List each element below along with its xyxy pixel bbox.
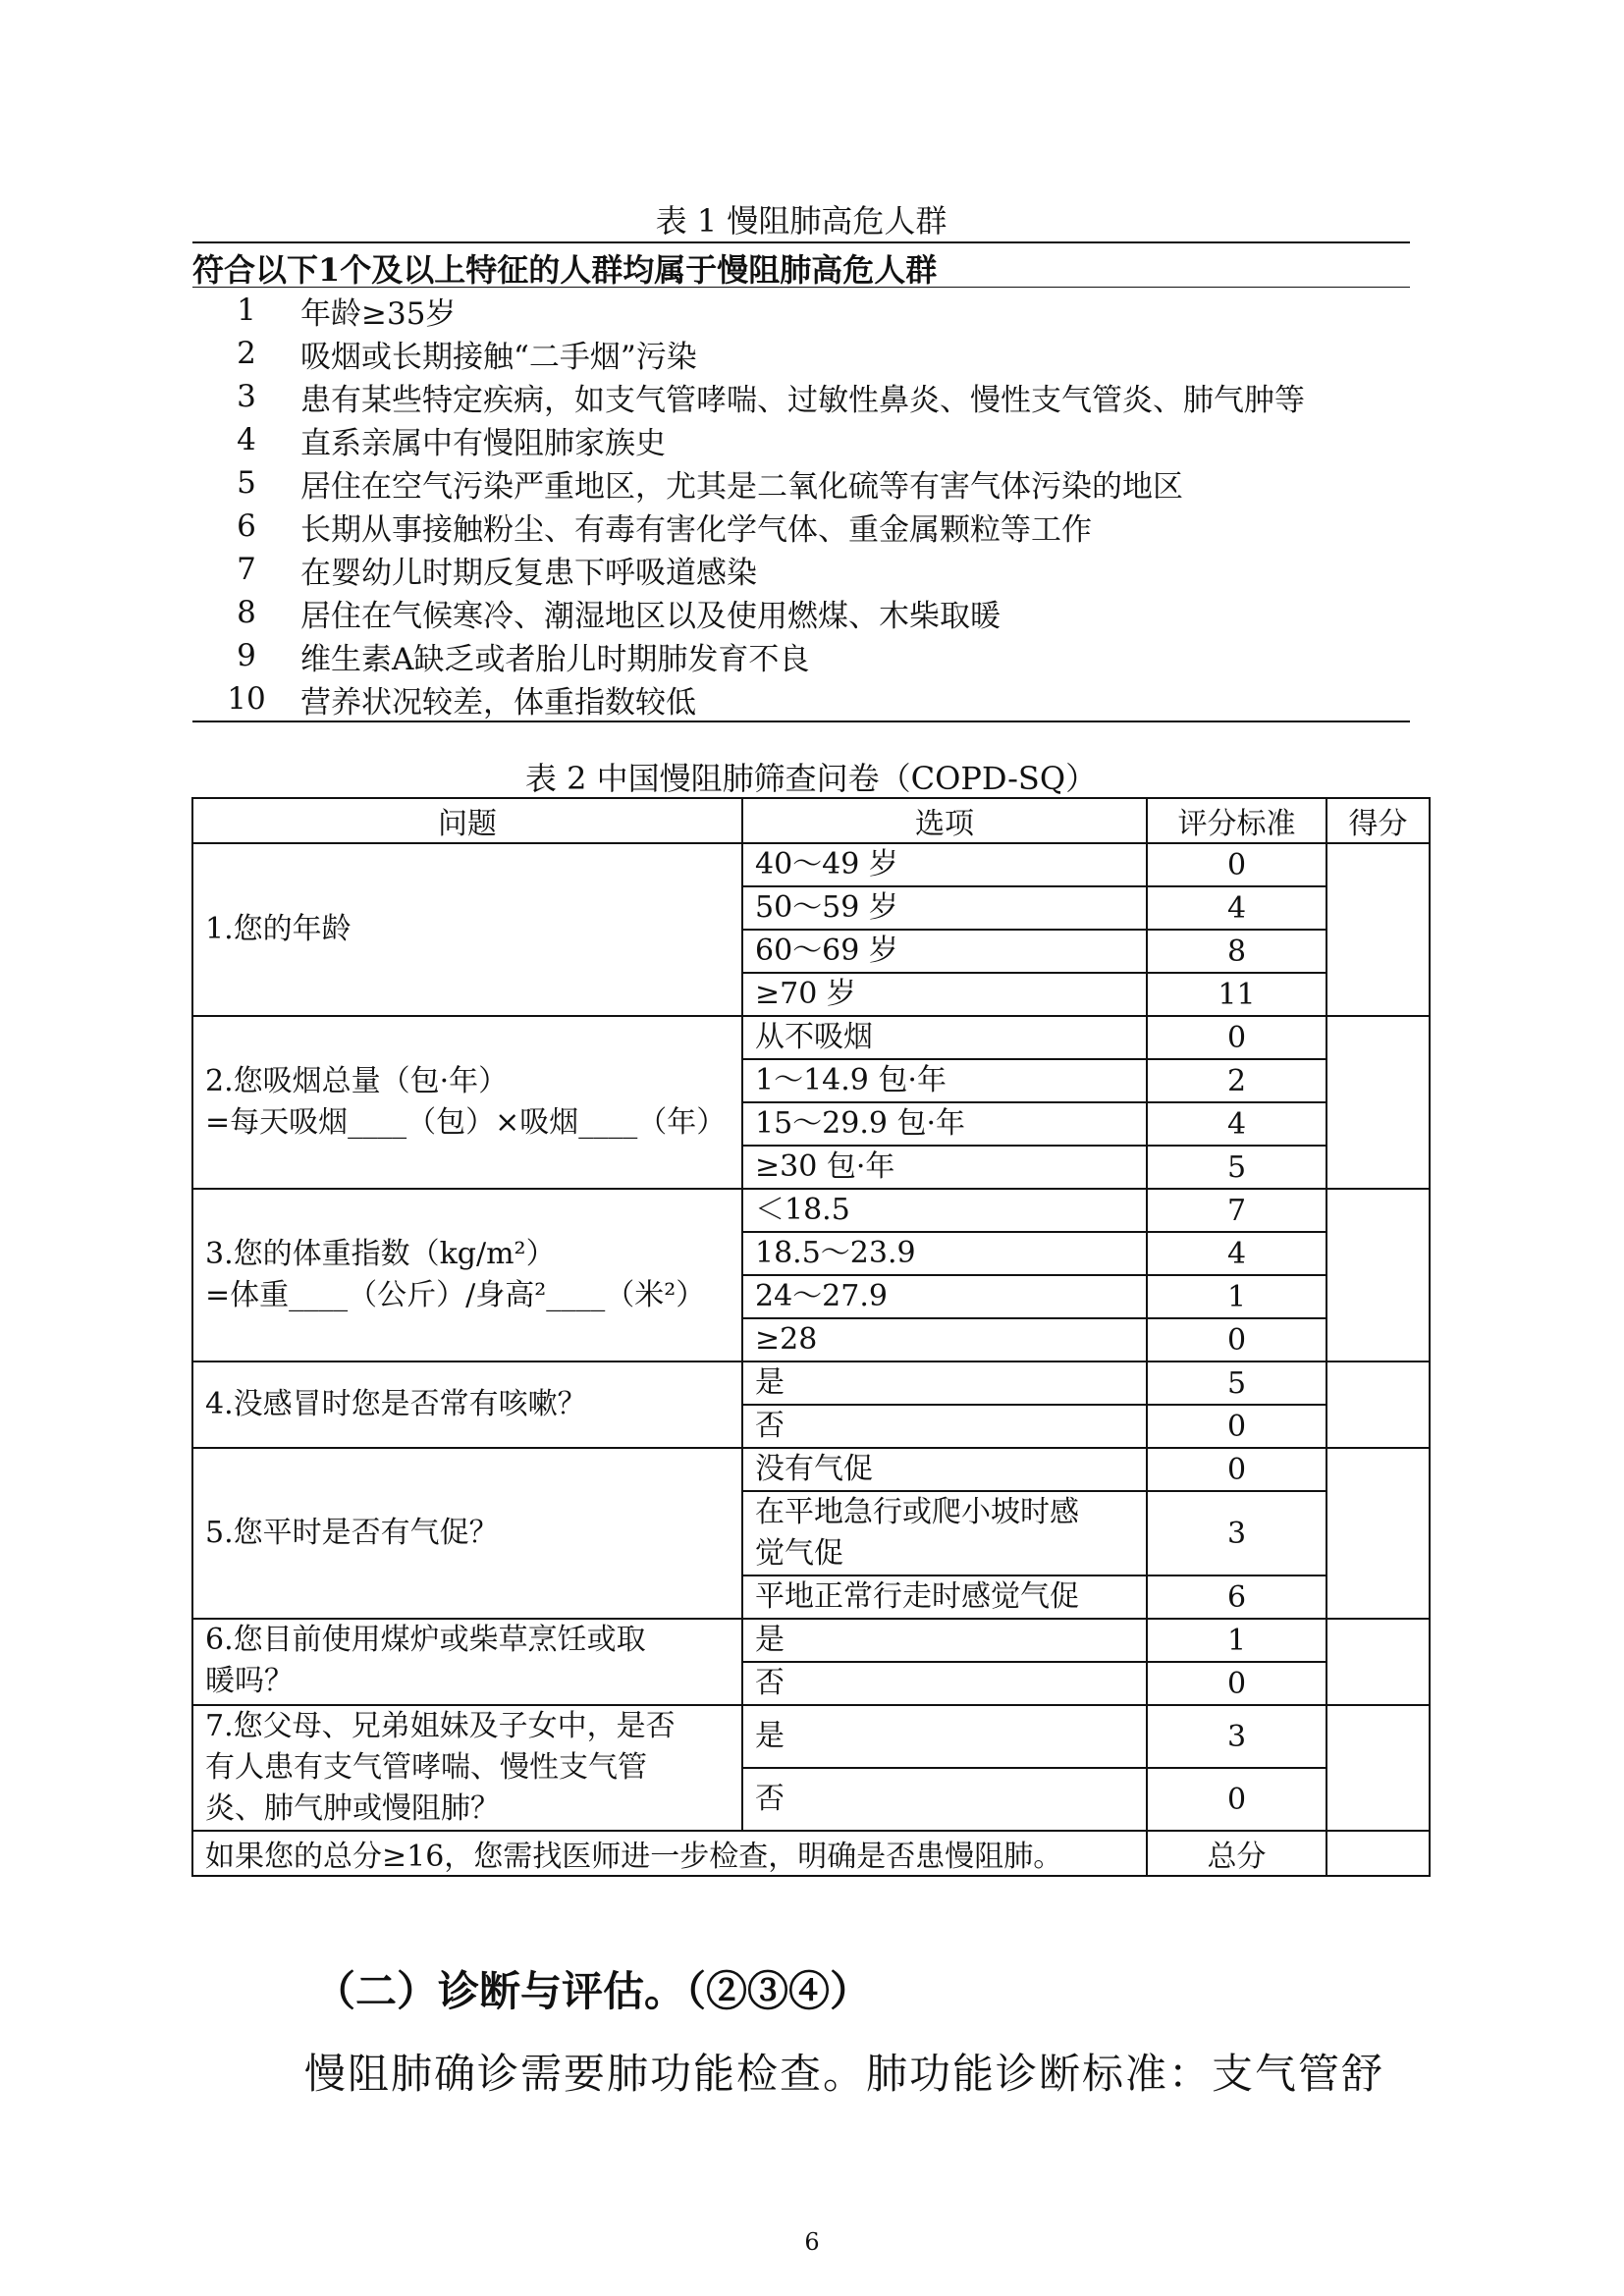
score-input-cell[interactable] <box>1326 1705 1430 1831</box>
standard-cell: 0 <box>1147 1016 1326 1059</box>
option-cell: 平地正常行走时感觉气促 <box>742 1575 1147 1619</box>
table1-row-num: 2 <box>237 336 256 371</box>
table1-row <box>192 548 1410 591</box>
table1-row-num: 6 <box>237 508 256 544</box>
table1-row-text: 营养状况较差，体重指数较低 <box>300 684 696 721</box>
table2-footer-row <box>192 1831 1430 1876</box>
standard-cell: 11 <box>1147 973 1326 1016</box>
table1-row-num: 4 <box>237 422 256 457</box>
question-line: 3.您的体重指数（kg/m²） <box>205 1237 556 1271</box>
option-cell: ＜18.5 <box>742 1189 1147 1232</box>
question-line: 6.您目前使用煤炉或柴草烹饪或取 <box>205 1623 646 1657</box>
header-standard: 评分标准 <box>1147 798 1326 843</box>
table1-row <box>192 461 1410 505</box>
table1-row <box>192 505 1410 548</box>
question-line: =每天吸烟____（包）×吸烟____（年） <box>205 1105 727 1140</box>
table-row <box>192 1189 1430 1232</box>
standard-cell: 0 <box>1147 1448 1326 1491</box>
question-bmi <box>192 1189 742 1362</box>
option-cell: 是 <box>742 1705 1147 1768</box>
option-line: 觉气促 <box>755 1536 843 1571</box>
total-label: 总分 <box>1147 1831 1326 1876</box>
option-cell <box>742 1491 1147 1575</box>
option-cell: 15～29.9 包·年 <box>742 1102 1147 1146</box>
option-cell: 否 <box>742 1405 1147 1448</box>
table1-caption: 表 1 慢阻肺高危人群 <box>655 202 947 240</box>
table-row <box>192 1016 1430 1059</box>
question-cough: 4.没感冒时您是否常有咳嗽？ <box>192 1362 742 1448</box>
header-question: 问题 <box>192 798 742 843</box>
table1-row-text: 居住在空气污染严重地区，尤其是二氧化硫等有害气体污染的地区 <box>300 468 1183 505</box>
question-line: 有人患有支气管哮喘、慢性支气管 <box>205 1750 647 1785</box>
page-number: 6 <box>804 2228 820 2256</box>
option-cell: 50～59 岁 <box>742 886 1147 930</box>
table2-caption: 表 2 中国慢阻肺筛查问卷（COPD-SQ） <box>524 760 1098 797</box>
option-cell: 是 <box>742 1619 1147 1662</box>
standard-cell: 0 <box>1147 1768 1326 1831</box>
table1-top-rule <box>192 241 1410 243</box>
table-row <box>192 1448 1430 1491</box>
question-breathless: 5.您平时是否有气促？ <box>192 1448 742 1619</box>
standard-cell: 6 <box>1147 1575 1326 1619</box>
score-input-cell[interactable] <box>1326 1189 1430 1362</box>
question-line: 炎、肺气肿或慢阻肺？ <box>205 1791 500 1826</box>
option-cell: 从不吸烟 <box>742 1016 1147 1059</box>
table1-row-text: 在婴幼儿时期反复患下呼吸道感染 <box>300 555 757 591</box>
option-cell: 40～49 岁 <box>742 843 1147 886</box>
table1-row <box>192 677 1410 721</box>
question-line: 2.您吸烟总量（包·年） <box>205 1064 509 1098</box>
table-row <box>192 1362 1430 1405</box>
standard-cell: 0 <box>1147 843 1326 886</box>
question-line: 暖吗？ <box>205 1664 294 1698</box>
table1-row <box>192 634 1410 677</box>
table1-header: 符合以下1个及以上特征的人群均属于慢阻肺高危人群 <box>192 251 938 289</box>
standard-cell: 4 <box>1147 1232 1326 1275</box>
option-cell: 60～69 岁 <box>742 930 1147 973</box>
option-cell: 是 <box>742 1362 1147 1405</box>
table1-row-num: 5 <box>237 465 256 501</box>
table1-row-num: 8 <box>237 595 256 630</box>
table1-row <box>192 289 1410 332</box>
standard-cell: 3 <box>1147 1491 1326 1575</box>
standard-cell: 5 <box>1147 1362 1326 1405</box>
standard-cell: 8 <box>1147 930 1326 973</box>
table1-row-text: 患有某些特定疾病，如支气管哮喘、过敏性鼻炎、慢性支气管炎、肺气肿等 <box>300 382 1305 418</box>
table1-row-text: 吸烟或长期接触“二手烟”污染 <box>300 339 697 375</box>
standard-cell: 4 <box>1147 1102 1326 1146</box>
table1-row-num: 9 <box>237 638 256 673</box>
table1-row-num: 10 <box>227 681 266 717</box>
table1-row-text: 长期从事接触粉尘、有毒有害化学气体、重金属颗粒等工作 <box>300 511 1092 548</box>
score-input-cell[interactable] <box>1326 1619 1430 1705</box>
table1-row <box>192 418 1410 461</box>
question-line: 7.您父母、兄弟姐妹及子女中，是否 <box>205 1709 676 1743</box>
question-smoking <box>192 1016 742 1189</box>
table1-row <box>192 375 1410 418</box>
standard-cell: 7 <box>1147 1189 1326 1232</box>
table1-row-text: 直系亲属中有慢阻肺家族史 <box>300 425 666 461</box>
score-input-cell[interactable] <box>1326 1362 1430 1448</box>
table1-row-text: 年龄≥35岁 <box>300 295 457 332</box>
section-heading: （二）诊断与评估。（②③④） <box>314 1967 872 2015</box>
table1-row-num: 1 <box>237 293 256 328</box>
total-note: 如果您的总分≥16，您需找医师进一步检查，明确是否患慢阻肺。 <box>192 1831 1147 1876</box>
table1-row-text: 居住在气候寒冷、潮湿地区以及使用燃煤、木柴取暖 <box>300 598 1001 634</box>
standard-cell: 1 <box>1147 1619 1326 1662</box>
option-cell: 18.5～23.9 <box>742 1232 1147 1275</box>
total-score-input-cell[interactable] <box>1326 1831 1430 1876</box>
header-score: 得分 <box>1326 798 1430 843</box>
score-input-cell[interactable] <box>1326 1448 1430 1619</box>
option-cell: ≥30 包·年 <box>742 1146 1147 1189</box>
table-row <box>192 843 1430 886</box>
score-input-cell[interactable] <box>1326 843 1430 1016</box>
table1-row <box>192 332 1410 375</box>
standard-cell: 0 <box>1147 1405 1326 1448</box>
table1-row-num: 7 <box>237 552 256 587</box>
table1-row <box>192 591 1410 634</box>
table1-row-num: 3 <box>237 379 256 414</box>
body-paragraph: 慢阻肺确诊需要肺功能检查。肺功能诊断标准：支气管舒 <box>304 2050 1385 2098</box>
option-cell: ≥70 岁 <box>742 973 1147 1016</box>
option-cell: 否 <box>742 1662 1147 1705</box>
standard-cell: 2 <box>1147 1059 1326 1102</box>
score-input-cell[interactable] <box>1326 1016 1430 1189</box>
question-line: =体重____（公斤）/身高²____（米²） <box>205 1278 706 1312</box>
option-cell: 24～27.9 <box>742 1275 1147 1318</box>
question-fuel <box>192 1619 742 1705</box>
table1-bottom-rule <box>192 721 1410 722</box>
option-cell: ≥28 <box>742 1318 1147 1362</box>
question-family-history <box>192 1705 742 1831</box>
table-row <box>192 1619 1430 1662</box>
table1-row-text: 维生素A缺乏或者胎儿时期肺发育不良 <box>300 641 810 677</box>
option-cell: 1～14.9 包·年 <box>742 1059 1147 1102</box>
question-age: 1.您的年龄 <box>192 843 742 1016</box>
standard-cell: 1 <box>1147 1275 1326 1318</box>
table2-header-row <box>192 798 1430 843</box>
standard-cell: 3 <box>1147 1705 1326 1768</box>
header-option: 选项 <box>742 798 1147 843</box>
table1-list <box>192 289 1410 721</box>
copd-sq-table <box>191 797 1431 1877</box>
table-row <box>192 1705 1430 1768</box>
option-cell: 否 <box>742 1768 1147 1831</box>
option-line: 在平地急行或爬小坡时感 <box>755 1495 1079 1529</box>
standard-cell: 0 <box>1147 1662 1326 1705</box>
standard-cell: 4 <box>1147 886 1326 930</box>
option-cell: 没有气促 <box>742 1448 1147 1491</box>
standard-cell: 5 <box>1147 1146 1326 1189</box>
standard-cell: 0 <box>1147 1318 1326 1362</box>
